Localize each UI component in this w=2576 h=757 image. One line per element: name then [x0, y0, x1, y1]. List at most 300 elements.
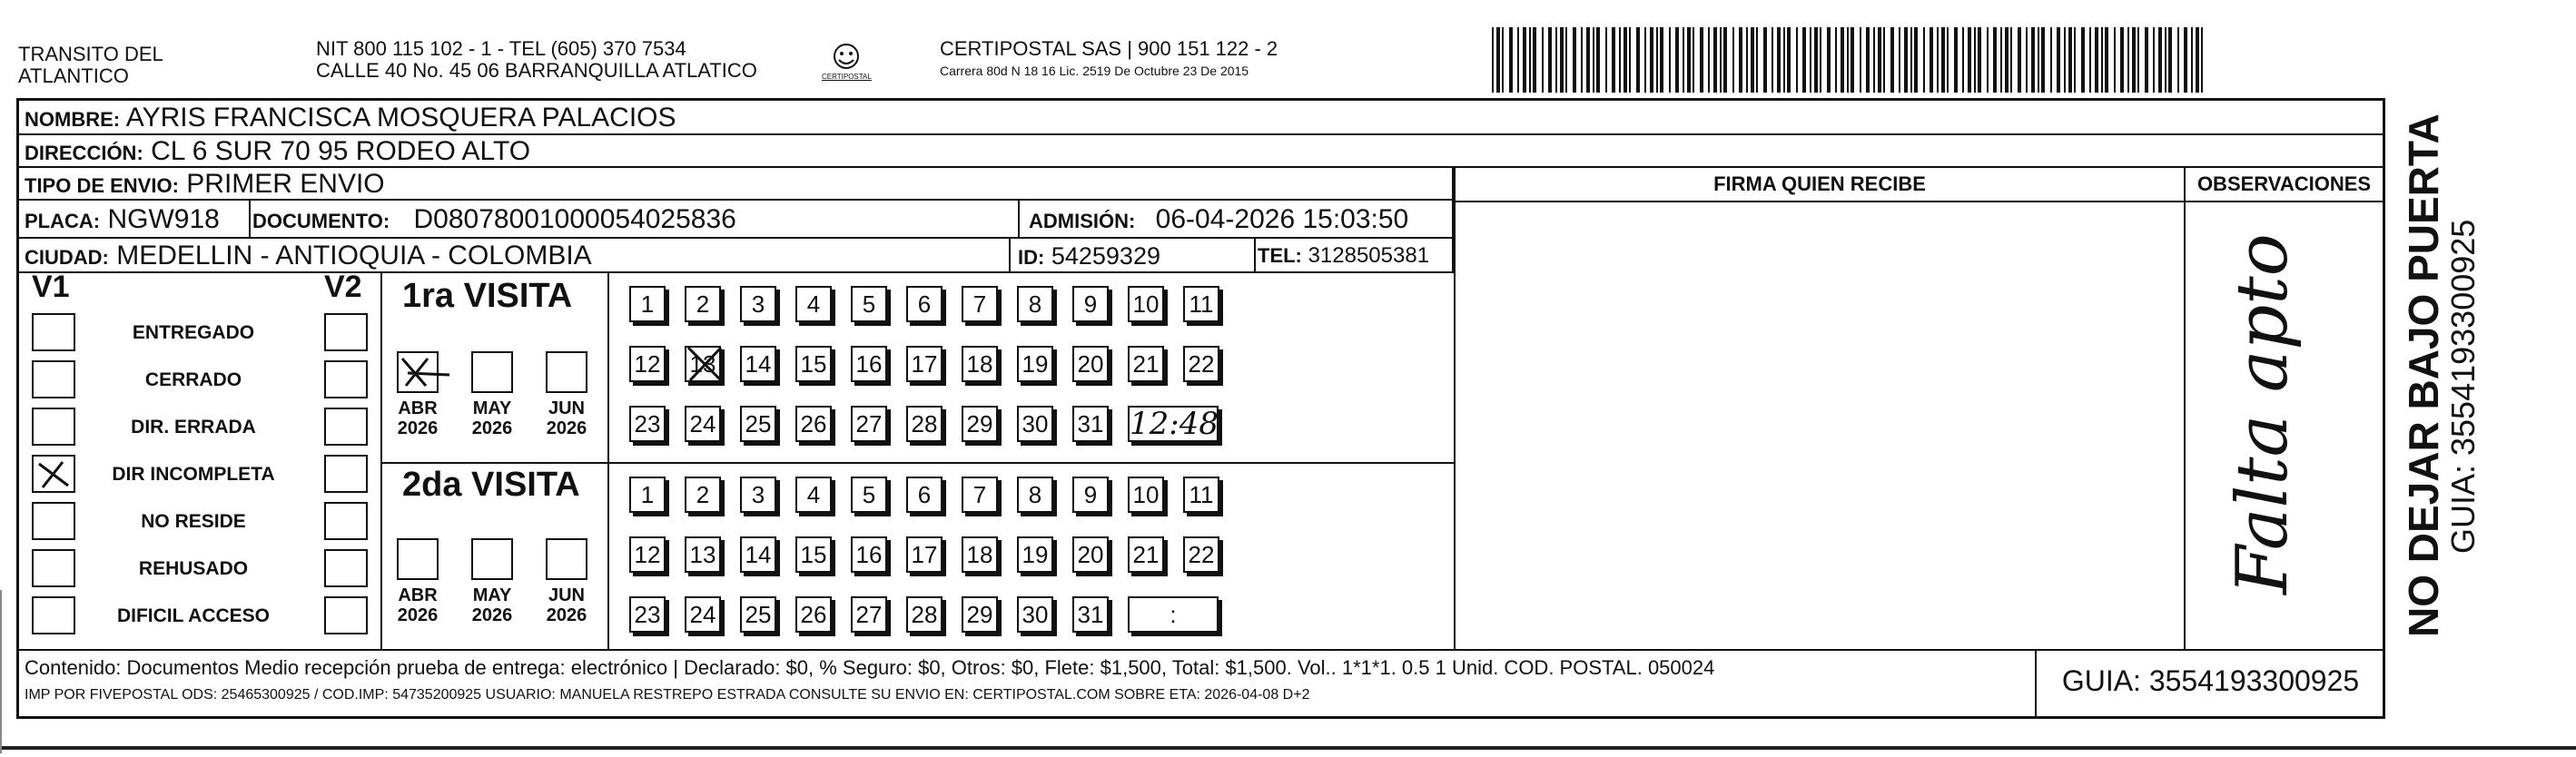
v1-day-box[interactable] — [962, 406, 998, 442]
barcode-bar — [1660, 27, 1663, 93]
v2-day-box[interactable] — [962, 477, 998, 513]
v1-day-box[interactable] — [962, 286, 998, 322]
barcode-bar — [1993, 27, 1997, 93]
month-name: MAY — [472, 585, 512, 605]
v1-day-box[interactable] — [1128, 346, 1164, 382]
contenido-line: Contenido: Documentos Medio recepción prueba de entrega: electrónico | Declarado: $0, % Seguro: $0, Otros: $0, Flete: $1,500, Total: $1,500. Vol.. 1*1*1. 0.5 1 Unid. COD. POSTAL. 050024 — [25, 656, 1715, 679]
admision-label: ADMISIÓN: — [1029, 210, 1136, 232]
v1-checkbox[interactable] — [32, 408, 75, 446]
barcode-bar — [1978, 27, 1981, 93]
barcode-bar — [2114, 27, 2116, 93]
v1-checkbox[interactable] — [32, 596, 75, 634]
certipostal-logo — [822, 40, 871, 85]
barcode-bar — [1796, 27, 1798, 93]
day-number: 21 — [1132, 350, 1160, 378]
v2-day-box[interactable] — [795, 477, 832, 513]
no-dejar-warning: NO DEJAR BAJO PUERTA — [2400, 113, 2447, 637]
barcode-bar — [1492, 27, 1494, 93]
visit-2-title: 2da VISITA — [402, 466, 580, 504]
logo-caption: CERTIPOSTAL — [822, 73, 872, 81]
barcode-bar — [1700, 27, 1703, 93]
v1-day-box[interactable] — [795, 286, 832, 322]
barcode-bar — [2177, 27, 2179, 93]
v2-day-box[interactable] — [1017, 596, 1053, 633]
company-contact — [316, 38, 757, 82]
day-number: 26 — [800, 601, 827, 628]
v1-day-box[interactable] — [906, 286, 943, 322]
barcode-bar — [1899, 27, 1900, 93]
barcode-bar — [1904, 27, 1908, 93]
v2-day-box[interactable] — [629, 536, 666, 573]
v2-day-box[interactable] — [1183, 477, 1219, 513]
v2-checkbox[interactable] — [324, 549, 368, 587]
barcode-bar — [1720, 27, 1722, 93]
barcode-bar — [1751, 27, 1754, 93]
v1-checkbox[interactable] — [32, 455, 75, 493]
status-label: NO RESIDE — [141, 511, 246, 532]
day-number: 30 — [1022, 601, 1049, 628]
v2-checkbox[interactable] — [324, 596, 368, 634]
nit-line: NIT 800 115 102 - 1 - TEL (605) 370 7534 — [316, 37, 686, 60]
courier-info — [940, 38, 1278, 78]
documento-label: DOCUMENTO: — [252, 210, 390, 232]
barcode-bar — [1542, 27, 1544, 93]
day-number: 4 — [806, 290, 821, 318]
v2-month-label — [460, 585, 524, 625]
barcode-bar — [2041, 27, 2045, 93]
v1-day-box[interactable] — [629, 346, 666, 382]
day-number: 31 — [1077, 601, 1104, 628]
barcode-bar — [1605, 27, 1607, 93]
v1-day-box[interactable] — [795, 346, 832, 382]
v1-day-box[interactable] — [740, 406, 776, 442]
v2-month-label — [535, 585, 598, 625]
ciudad-row — [19, 239, 1454, 273]
observaciones-header: OBSERVACIONES — [2186, 168, 2383, 202]
barcode-bar — [2158, 27, 2162, 93]
v2-day-box[interactable] — [962, 596, 998, 633]
barcode-bar — [1533, 27, 1536, 93]
v2-day-box[interactable] — [1017, 536, 1053, 573]
v1-day-box[interactable] — [1017, 406, 1053, 442]
v2-day-box[interactable] — [685, 477, 721, 513]
barcode-bar — [2081, 27, 2085, 93]
barcode-bar — [2145, 27, 2148, 93]
v1-time-box[interactable]: 12:48 — [1130, 406, 1219, 442]
visit-1-title: 1ra VISITA — [402, 277, 573, 315]
barcode-bar — [1683, 27, 1684, 93]
visit-1-block — [382, 273, 1454, 464]
v1-day-box[interactable] — [1072, 286, 1109, 322]
status-label: REHUSADO — [138, 558, 249, 579]
v1-day-box[interactable] — [685, 286, 721, 322]
v2-checkbox[interactable] — [324, 455, 368, 493]
barcode-bar — [1593, 27, 1594, 93]
v2-day-box[interactable] — [1072, 477, 1109, 513]
barcode-bar — [1555, 27, 1557, 93]
barcode-bar — [1820, 27, 1821, 93]
placa-row — [19, 201, 1454, 239]
v1-day-box[interactable] — [1072, 346, 1109, 382]
barcode-graphic — [1492, 27, 2209, 93]
day-number: 12 — [634, 541, 661, 568]
barcode-bar — [2137, 27, 2139, 93]
v1-day-box[interactable] — [685, 406, 721, 442]
barcode-bar — [2127, 27, 2129, 93]
footer — [19, 649, 2383, 718]
month-year: 2026 — [397, 418, 439, 438]
barcode-bar — [1787, 27, 1791, 93]
v1-day-box[interactable] — [740, 286, 776, 322]
v2-day-box[interactable] — [906, 596, 943, 633]
main-form — [16, 98, 2385, 719]
day-number: 13 — [689, 541, 716, 568]
barcode-bar — [1713, 27, 1717, 93]
v1-day-box[interactable] — [906, 406, 943, 442]
tel-cell — [1254, 239, 1454, 271]
placa-value: NGW918 — [107, 204, 220, 234]
v1-day-box[interactable] — [851, 286, 887, 322]
barcode-bar — [1596, 27, 1600, 93]
check-mark-icon — [395, 353, 451, 391]
v2-month-checkbox[interactable] — [546, 538, 587, 580]
day-number: 11 — [1189, 290, 1214, 318]
ciudad-cell — [19, 239, 1011, 271]
barcode-bar — [1777, 27, 1781, 93]
v2-checkbox[interactable] — [324, 408, 368, 446]
barcode-bar — [1962, 27, 1964, 93]
day-number: 25 — [745, 410, 772, 437]
barcode-bar — [2191, 27, 2193, 93]
v2-day-box[interactable] — [906, 536, 943, 573]
v2-day-box[interactable] — [962, 536, 998, 573]
barcode-bar — [1693, 27, 1694, 93]
v2-day-box[interactable] — [629, 596, 666, 633]
barcode-bar — [1502, 27, 1504, 93]
visit-1-month-area — [382, 273, 609, 462]
v2-checkbox[interactable] — [324, 313, 368, 351]
day-number: 26 — [800, 410, 827, 437]
day-number: 1 — [640, 290, 655, 318]
v2-day-box[interactable] — [1183, 536, 1219, 573]
day-number: 16 — [855, 350, 883, 378]
company-name-line2: ATLANTICO — [18, 64, 129, 87]
status-label: DIR. ERRADA — [131, 417, 256, 437]
barcode-bar — [1890, 27, 1894, 93]
day-number: 7 — [972, 290, 987, 318]
v2-day-box[interactable] — [851, 477, 887, 513]
barcode-bar — [1669, 27, 1671, 93]
day-number: 23 — [634, 410, 661, 437]
barcode-bar — [1841, 27, 1844, 93]
observaciones-handwriting: Falta apto — [2222, 233, 2304, 595]
barcode-bar — [1968, 27, 1971, 93]
courier-sub: Carrera 80d N 18 16 Lic. 2519 De Octubre 23 De 2015 — [940, 64, 1249, 78]
footer-guia: GUIA: 3554193300925 — [2035, 649, 2384, 716]
firma-header: FIRMA QUIEN RECIBE — [1456, 168, 2184, 202]
v1-day-box[interactable] — [1017, 286, 1053, 322]
day-number: 5 — [862, 481, 876, 508]
id-cell — [1014, 239, 1256, 271]
day-number: 19 — [1022, 350, 1049, 378]
nombre-label: NOMBRE: — [25, 108, 121, 131]
v1-day-box[interactable] — [851, 406, 887, 442]
day-number: 10 — [1132, 481, 1160, 508]
v1-day-box[interactable] — [1128, 286, 1164, 322]
barcode-bar — [1814, 27, 1818, 93]
v2-day-box[interactable] — [1072, 536, 1109, 573]
admision-cell — [1023, 201, 1456, 237]
barcode-bar — [1517, 27, 1519, 93]
company-name — [18, 44, 163, 87]
v2-day-box[interactable] — [1128, 477, 1164, 513]
day-number: 13 — [689, 350, 716, 378]
day-number: 17 — [911, 541, 938, 568]
month-year: 2026 — [546, 418, 587, 438]
day-number: 27 — [855, 601, 883, 628]
day-number: 17 — [911, 350, 938, 378]
barcode-bar — [2168, 27, 2172, 93]
v1-day-box[interactable] — [740, 346, 776, 382]
v2-day-box[interactable] — [685, 536, 721, 573]
v2-day-box[interactable] — [851, 596, 887, 633]
barcode-bar — [1619, 27, 1621, 93]
barcode-bar — [1974, 27, 1976, 93]
v1-day-box[interactable] — [962, 346, 998, 382]
day-number: 4 — [806, 481, 821, 508]
status-block — [19, 270, 382, 649]
barcode-bar — [1581, 27, 1583, 93]
v1-month-label — [386, 398, 449, 438]
barcode-bar — [1847, 27, 1849, 93]
barcode-bar — [1565, 27, 1567, 93]
barcode-bar — [1687, 27, 1691, 93]
direccion-row — [19, 135, 2383, 168]
day-number: 22 — [1188, 350, 1215, 378]
barcode-bar — [1732, 27, 1734, 93]
v2-day-box[interactable] — [1072, 596, 1109, 633]
v2-time-box[interactable]: : — [1128, 596, 1219, 633]
direccion-value: CL 6 SUR 70 95 RODEO ALTO — [151, 136, 531, 166]
barcode-bar — [1746, 27, 1748, 93]
day-number: 1 — [640, 481, 655, 508]
v1-label: V1 — [32, 270, 70, 304]
barcode-bar — [2031, 27, 2035, 93]
barcode-bar — [1756, 27, 1758, 93]
cross-mark-icon — [685, 344, 725, 384]
barcode-bar — [1509, 27, 1513, 93]
month-year: 2026 — [471, 605, 513, 625]
month-name: JUN — [548, 398, 585, 418]
v1-day-box[interactable] — [685, 346, 721, 382]
day-number: 19 — [1022, 541, 1049, 568]
barcode-bar — [2196, 27, 2199, 93]
month-name: ABR — [398, 398, 438, 418]
day-number: 6 — [917, 290, 932, 318]
v1-month-checkbox[interactable] — [546, 351, 587, 393]
v2-day-box[interactable] — [629, 477, 666, 513]
month-name: ABR — [398, 585, 438, 605]
barcode-bar — [1783, 27, 1785, 93]
documento-cell — [247, 201, 1020, 237]
barcode-bar — [2050, 27, 2052, 93]
barcode-bar — [1851, 27, 1854, 93]
bottom-edge-line — [0, 746, 2576, 750]
v1-month-checkbox[interactable] — [397, 351, 439, 393]
barcode-bar — [2005, 27, 2008, 93]
day-number: 3 — [751, 290, 765, 318]
day-number: 2 — [696, 290, 710, 318]
status-label: DIFICIL ACCESO — [116, 605, 270, 626]
barcode-bar — [1529, 27, 1531, 93]
barcode-bar — [2089, 27, 2091, 93]
v1-day-box[interactable] — [1183, 286, 1219, 322]
status-label: CERRADO — [144, 369, 242, 390]
day-number: 28 — [911, 410, 938, 437]
v2-day-box[interactable] — [851, 536, 887, 573]
v2-month-checkbox[interactable] — [471, 538, 513, 580]
day-number: 9 — [1083, 290, 1098, 318]
barcode-bar — [2000, 27, 2002, 93]
barcode-bar — [1739, 27, 1742, 93]
v2-day-box[interactable] — [795, 536, 832, 573]
barcode-bar — [2074, 27, 2076, 93]
v1-day-box[interactable] — [629, 406, 666, 442]
v2-month-checkbox[interactable] — [397, 538, 439, 580]
barcode-bar — [1629, 27, 1631, 93]
barcode-bar — [1941, 27, 1945, 93]
v2-day-box[interactable] — [740, 477, 776, 513]
barcode-bar — [1810, 27, 1811, 93]
barcode-bar — [1586, 27, 1590, 93]
placa-cell — [19, 201, 251, 237]
nombre-row — [19, 101, 2383, 135]
day-number: 22 — [1188, 541, 1215, 568]
day-number: 2 — [696, 481, 710, 508]
barcode-bar — [1573, 27, 1576, 93]
barcode-bar — [1835, 27, 1837, 93]
v1-checkbox[interactable] — [32, 360, 75, 398]
documento-value: D08078001000054025836 — [413, 204, 736, 234]
v2-day-box[interactable] — [1128, 536, 1164, 573]
day-number: 29 — [966, 601, 993, 628]
barcode-bar — [1937, 27, 1939, 93]
v2-day-box[interactable] — [1017, 477, 1053, 513]
address-line: CALLE 40 No. 45 06 BARRANQUILLA ATLATICO — [316, 59, 757, 82]
company-name-line1: TRANSITO DEL — [18, 43, 163, 65]
barcode-bar — [2010, 27, 2012, 93]
ciudad-label: CIUDAD: — [25, 246, 109, 269]
barcode-bar — [2095, 27, 2098, 93]
month-year: 2026 — [397, 605, 439, 625]
v2-checkbox[interactable] — [324, 502, 368, 540]
tel-label: TEL: — [1258, 244, 1302, 267]
barcode-bar — [1947, 27, 1949, 93]
barcode-bar — [1914, 27, 1918, 93]
check-mark-icon — [34, 457, 74, 491]
imp-line: IMP POR FIVEPOSTAL ODS: 25465300925 / COD.IMP: 54735200925 USUARIO: MANUELA RESTREPO ESTRADA CONSULTE SU ENVIO EN: CERTIPOSTAL.COM SOBRE ETA: 2026-04-08 D+2 — [25, 687, 1310, 703]
barcode-bar — [2105, 27, 2108, 93]
barcode-bar — [2153, 27, 2155, 93]
day-number: 3 — [751, 481, 765, 508]
v1-day-box[interactable] — [1017, 346, 1053, 382]
day-number: 11 — [1189, 481, 1214, 508]
tipo-value: PRIMER ENVIO — [186, 169, 385, 199]
barcode-bar — [1650, 27, 1653, 93]
v2-day-box[interactable] — [795, 596, 832, 633]
day-number: 18 — [966, 350, 993, 378]
firma-column — [1454, 168, 2186, 649]
day-number: 14 — [745, 350, 772, 378]
v2-day-box[interactable] — [906, 477, 943, 513]
barcode-bar — [1954, 27, 1958, 93]
barcode-bar — [1644, 27, 1646, 93]
v2-day-box[interactable] — [685, 596, 721, 633]
id-label: ID: — [1018, 246, 1045, 269]
id-value: 54259329 — [1051, 242, 1160, 270]
placa-label: PLACA: — [25, 210, 101, 232]
barcode-bar — [1930, 27, 1933, 93]
v1-month-checkbox[interactable] — [471, 351, 513, 393]
admision-value: 06-04-2026 15:03:50 — [1155, 204, 1409, 234]
v2-checkbox[interactable] — [324, 360, 368, 398]
day-number: 31 — [1077, 410, 1104, 437]
v1-checkbox[interactable] — [32, 502, 75, 540]
day-number: 23 — [634, 601, 661, 628]
barcode-bar — [1612, 27, 1615, 93]
barcode-bar — [1827, 27, 1831, 93]
nombre-value: AYRIS FRANCISCA MOSQUERA PALACIOS — [125, 103, 676, 133]
day-number: 16 — [855, 541, 883, 568]
v1-day-box[interactable] — [1183, 346, 1219, 382]
day-number: 14 — [745, 541, 772, 568]
barcode-bar — [1883, 27, 1885, 93]
direccion-label: DIRECCIÓN: — [25, 142, 143, 164]
barcode-bar — [2165, 27, 2166, 93]
barcode-bar — [1624, 27, 1627, 93]
v1-day-box[interactable] — [851, 346, 887, 382]
barcode-bar — [2184, 27, 2187, 93]
v1-checkbox[interactable] — [32, 549, 75, 587]
day-number: 6 — [917, 481, 932, 508]
visit-2-month-area — [382, 464, 609, 649]
day-number: 24 — [689, 601, 716, 628]
v2-day-box[interactable] — [740, 536, 776, 573]
day-number: 5 — [862, 290, 876, 318]
day-number: 21 — [1132, 541, 1160, 568]
v1-month-label — [460, 398, 524, 438]
v2-day-box[interactable] — [740, 596, 776, 633]
day-number: 7 — [972, 481, 987, 508]
v1-checkbox[interactable] — [32, 313, 75, 351]
v1-day-box[interactable] — [1072, 406, 1109, 442]
visit-2-block — [382, 464, 1454, 649]
barcode-bar — [2064, 27, 2066, 93]
v1-day-box[interactable] — [906, 346, 943, 382]
barcode-bar — [2120, 27, 2124, 93]
day-number: 29 — [966, 410, 993, 437]
v2-label: V2 — [324, 270, 362, 304]
v1-day-box[interactable] — [795, 406, 832, 442]
barcode-bar — [1560, 27, 1564, 93]
barcode-bar — [1860, 27, 1861, 93]
barcode-bar — [1923, 27, 1925, 93]
day-number: 10 — [1132, 290, 1160, 318]
day-number: 9 — [1083, 481, 1098, 508]
day-number: 30 — [1022, 410, 1049, 437]
barcode-bar — [1987, 27, 1989, 93]
v1-day-box[interactable] — [629, 286, 666, 322]
